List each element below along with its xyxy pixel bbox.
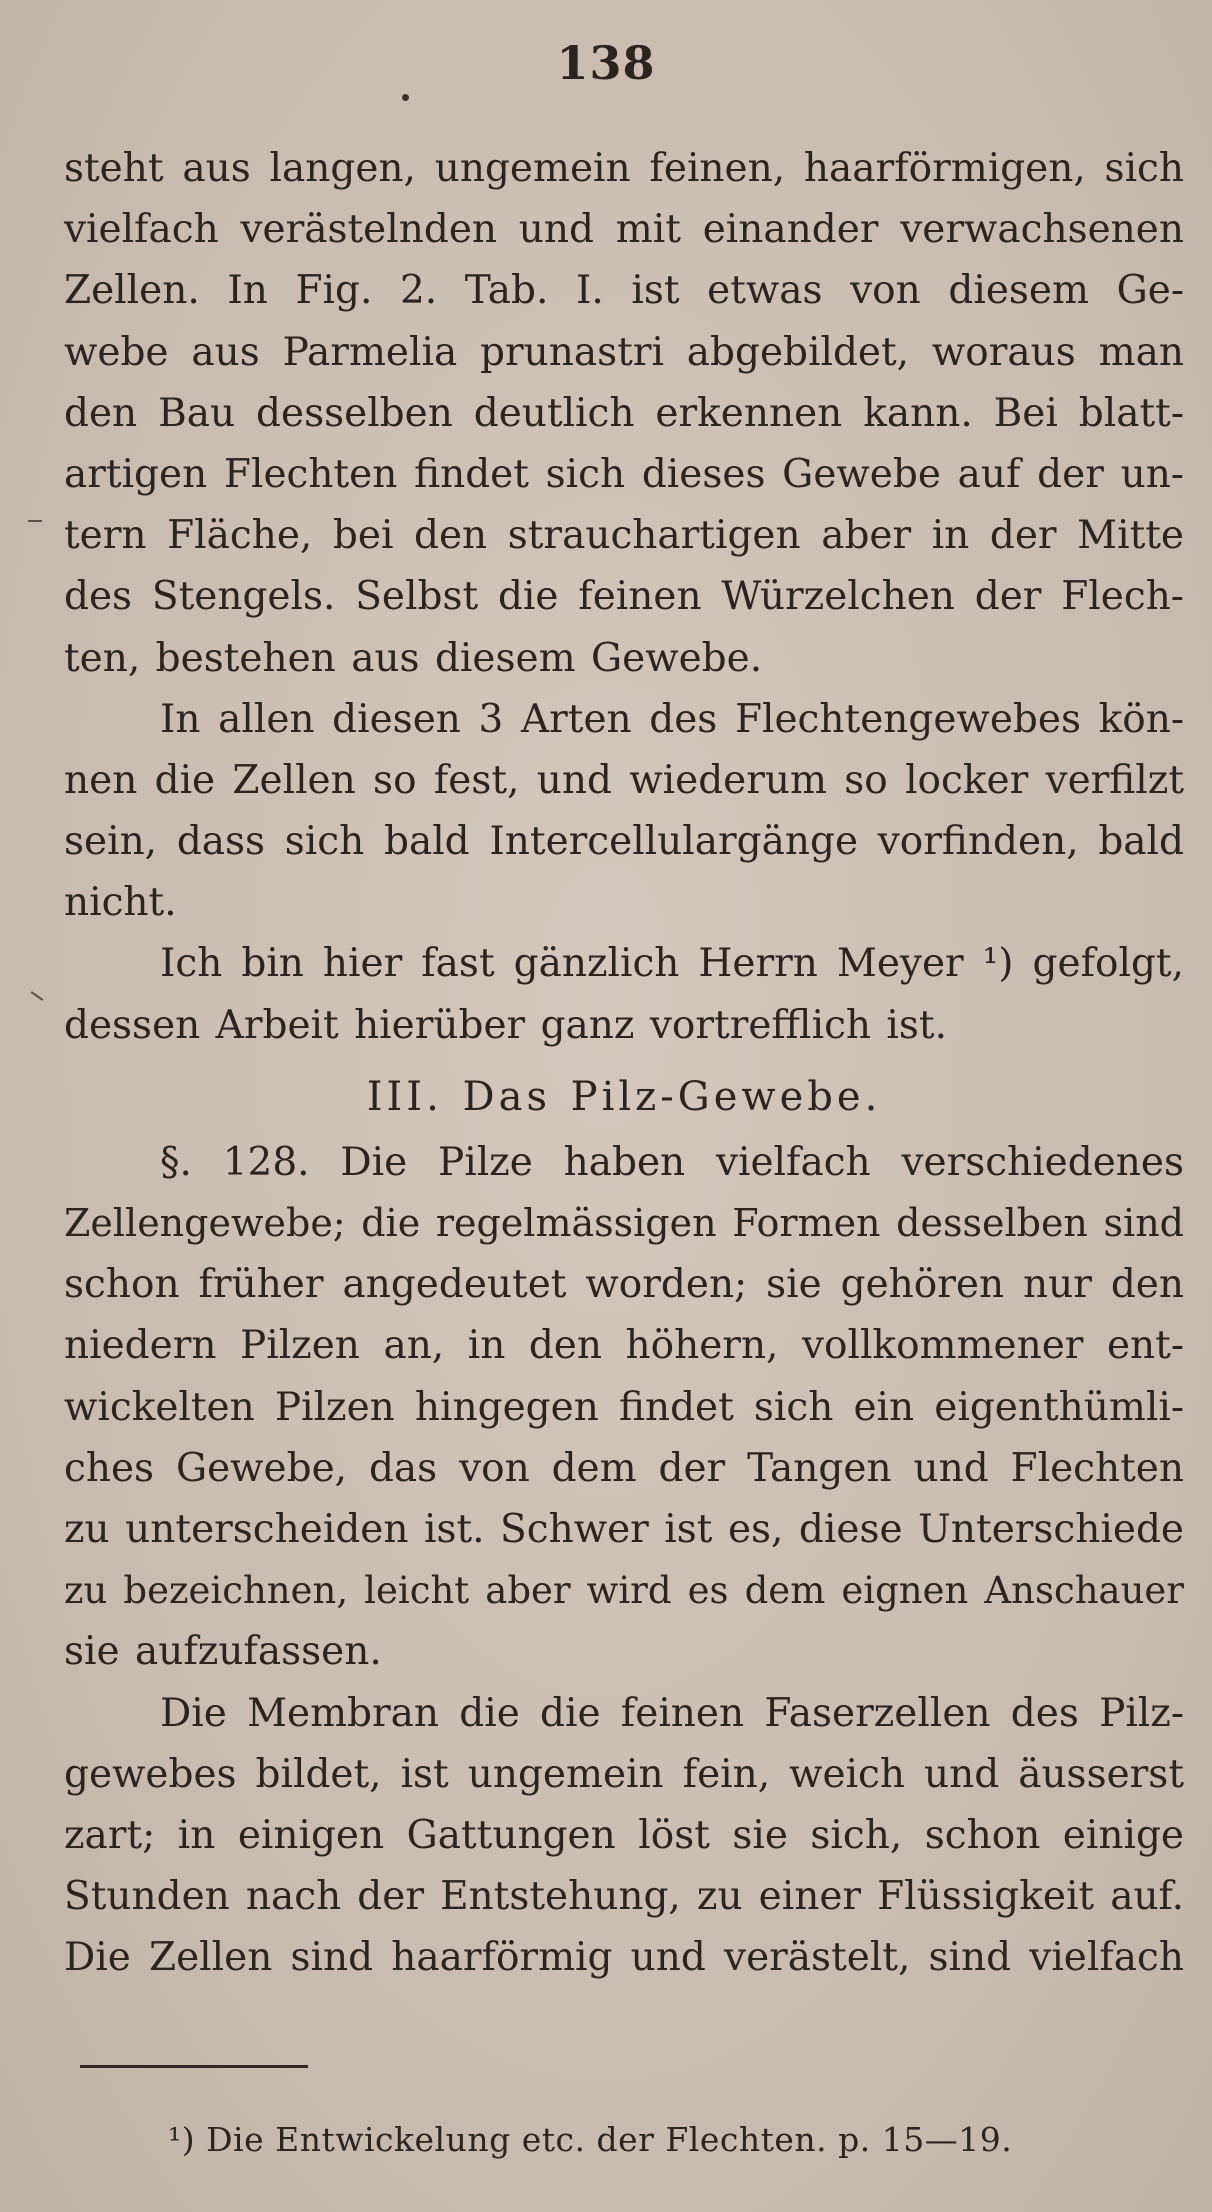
- margin-mark: [28, 520, 42, 522]
- page-number: 138: [556, 36, 656, 90]
- margin-mark: [31, 991, 44, 1001]
- text-line: nen die Zellen so fest, und wiederum so locker verfilzt: [64, 757, 1184, 803]
- text-line: Die Zellen sind haarförmig und verästelt, sind vielfach: [64, 1935, 1184, 1981]
- text-line: dessen Arbeit hierüber ganz vortrefflich ist.: [64, 1002, 947, 1048]
- text-line: ches Gewebe, das von dem der Tangen und Flechten: [64, 1445, 1184, 1491]
- text-line: Ich bin hier fast gänzlich Herrn Meyer ¹) gefolgt,: [160, 941, 1184, 987]
- text-line: schon früher angedeutet worden; sie gehören nur den: [64, 1262, 1184, 1308]
- text-line: webe aus Parmelia prunastri abgebildet, woraus man: [64, 329, 1184, 375]
- footnote: ¹) Die Entwickelung etc. der Flechten. p. 15—19.: [168, 2120, 1013, 2159]
- text-line: zu bezeichnen, leicht aber wird es dem eignen Anschauer: [64, 1569, 1184, 1613]
- section-heading: III. Das Pilz-Gewebe.: [366, 1073, 882, 1120]
- text-line: niedern Pilzen an, in den höhern, vollkommener ent-: [64, 1323, 1184, 1369]
- text-line: Zellen. In Fig. 2. Tab. I. ist etwas von diesem Ge-: [64, 268, 1184, 314]
- text-line: §. 128. Die Pilze haben vielfach verschiedenes: [160, 1139, 1184, 1185]
- text-line: des Stengels. Selbst die feinen Würzelchen der Flech-: [64, 574, 1184, 620]
- text-line: ten, bestehen aus diesem Gewebe.: [64, 635, 763, 681]
- text-line: tern Fläche, bei den strauchartigen aber in der Mitte: [64, 513, 1184, 559]
- text-line: nicht.: [64, 880, 177, 926]
- text-line: vielfach verästelnden und mit einander verwachsenen: [64, 207, 1184, 253]
- text-line: steht aus langen, ungemein feinen, haarförmigen, sich: [64, 146, 1184, 191]
- text-line: Zellengewebe; die regelmässigen Formen desselben sind: [64, 1201, 1184, 1245]
- text-line: wickelten Pilzen hingegen findet sich ein eigenthümli-: [64, 1384, 1184, 1430]
- text-line: Die Membran die die feinen Faserzellen des Pilz-: [160, 1690, 1184, 1736]
- text-line: Stunden nach der Entstehung, zu einer Flüssigkeit auf.: [64, 1874, 1184, 1920]
- text-line: gewebes bildet, ist ungemein fein, weich und äusserst: [64, 1751, 1184, 1797]
- print-speck: [402, 94, 409, 101]
- footnote-divider: [80, 2065, 308, 2068]
- text-line: artigen Flechten findet sich dieses Gewebe auf der un-: [64, 451, 1184, 497]
- text-line: sie aufzufassen.: [64, 1629, 382, 1675]
- text-line: zart; in einigen Gattungen löst sie sich, schon einige: [64, 1812, 1184, 1858]
- text-line: sein, dass sich bald Intercellulargänge vorfinden, bald: [64, 819, 1184, 865]
- text-line: zu unterscheiden ist. Schwer ist es, diese Unterschiede: [64, 1506, 1184, 1552]
- text-line: den Bau desselben deutlich erkennen kann. Bei blatt-: [64, 390, 1184, 436]
- body-text: [64, 138, 1184, 1988]
- text-line: In allen diesen 3 Arten des Flechtengewebes kön-: [160, 696, 1184, 742]
